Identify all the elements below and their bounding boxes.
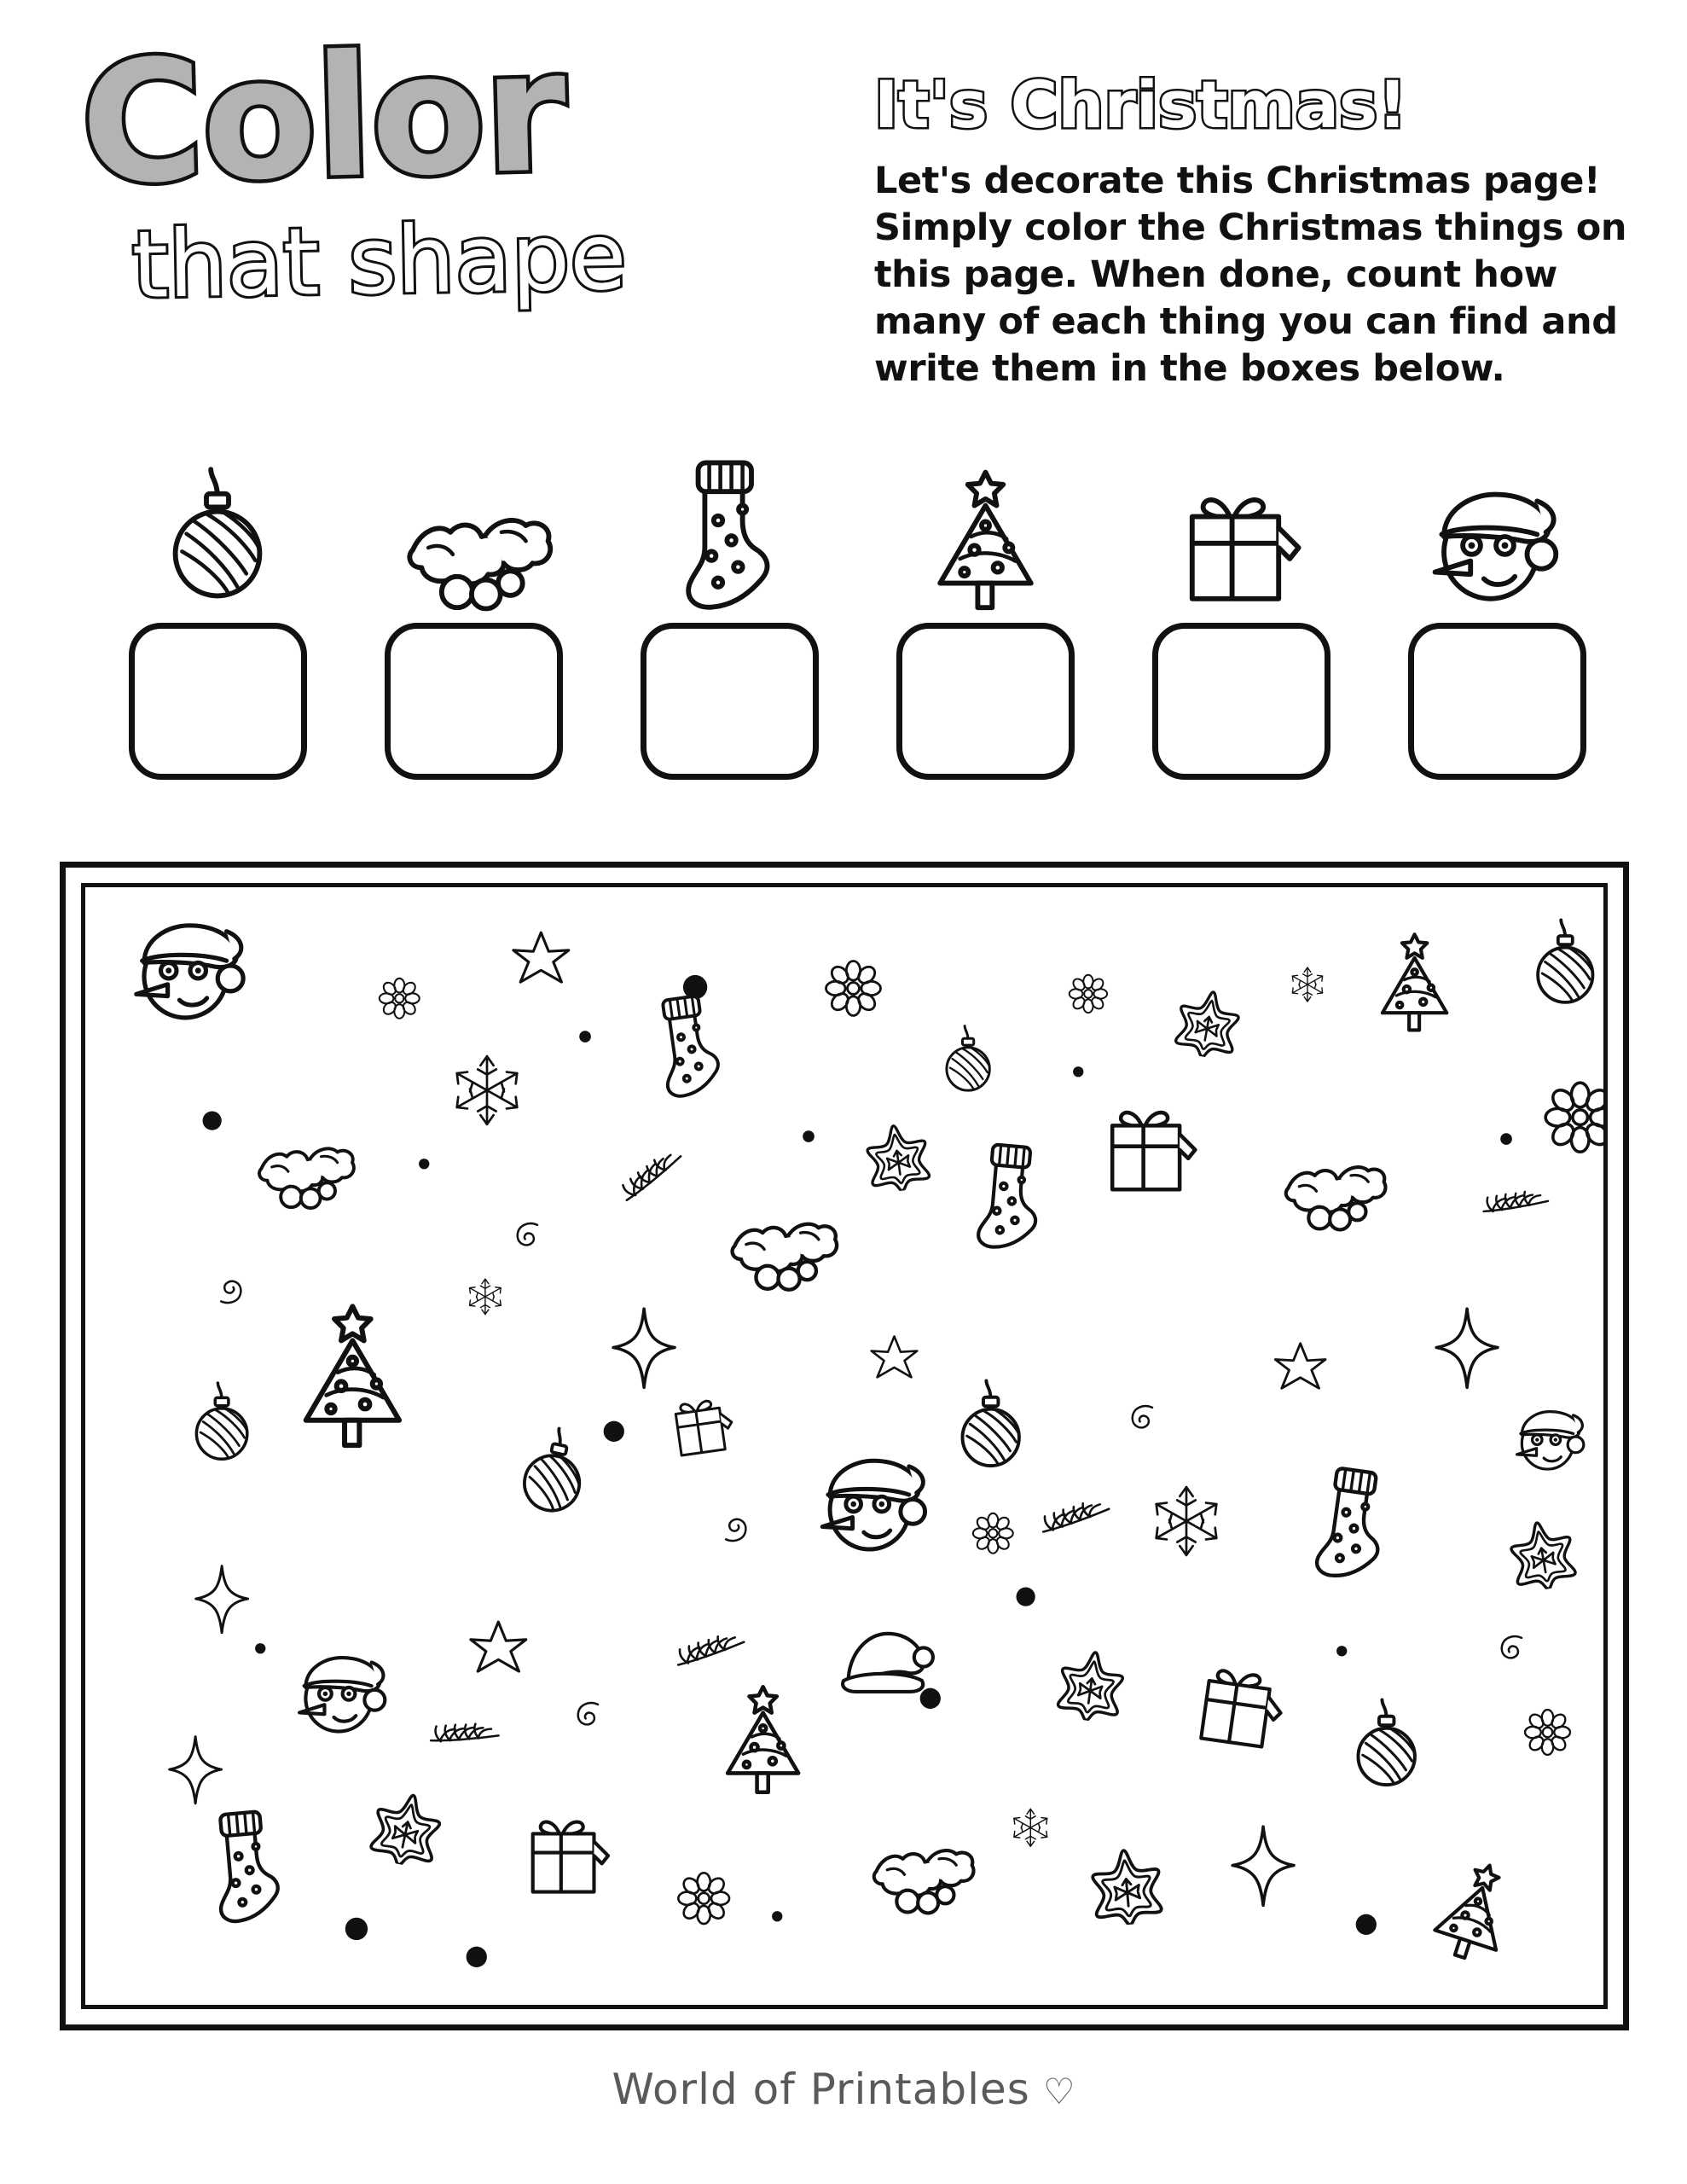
count-box[interactable] [1152, 623, 1330, 780]
dot-small-icon [578, 1030, 592, 1043]
bauble-icon [1529, 917, 1602, 1014]
snowflake-icon [465, 1276, 506, 1317]
legend-item [119, 444, 316, 780]
christmas-tree-icon [1371, 917, 1458, 1035]
snowman-icon [1510, 1404, 1592, 1478]
holly-icon [246, 1137, 358, 1211]
star-cookie-icon [362, 1784, 450, 1873]
dot-icon [602, 1420, 626, 1443]
legend-item [631, 444, 827, 780]
flower-icon [971, 1512, 1015, 1555]
sparkle-icon [194, 1564, 250, 1635]
christmas-tree-icon [1417, 1835, 1536, 1974]
flower-icon [1523, 1708, 1572, 1757]
stocking-icon [1304, 1459, 1402, 1589]
swirl-icon [1125, 1400, 1162, 1447]
star-icon [465, 1618, 532, 1677]
heart-icon: ♡ [1042, 2071, 1075, 2112]
bauble-icon [940, 1024, 996, 1100]
pine-branch-icon [1473, 1165, 1558, 1248]
sparkle-icon [1434, 1306, 1500, 1390]
flower-icon [676, 1871, 731, 1926]
flower-icon [378, 977, 421, 1020]
gift-icon [1187, 1654, 1294, 1761]
title-block [78, 15, 849, 450]
star-cookie-icon [1502, 1513, 1584, 1595]
swirl-icon [1494, 1630, 1532, 1677]
dot-small-icon [1072, 1066, 1084, 1077]
flower-icon [1543, 1080, 1608, 1154]
count-box[interactable] [1408, 623, 1586, 780]
bauble-icon [954, 1378, 1028, 1478]
star-icon [867, 1333, 923, 1382]
bauble-icon [1349, 1697, 1423, 1798]
bauble-icon [508, 1419, 600, 1529]
dot-small-icon [1499, 1132, 1513, 1146]
flower-icon [824, 959, 883, 1018]
holly-icon [391, 444, 557, 614]
swirl-icon [571, 1697, 608, 1744]
count-box[interactable] [641, 623, 819, 780]
dot-icon [201, 1110, 223, 1131]
swirl-icon [510, 1217, 548, 1264]
bauble-icon [162, 444, 273, 614]
dot-small-icon [802, 1130, 815, 1143]
snowman-icon [1422, 444, 1572, 614]
gift-icon [664, 1388, 740, 1465]
snowman-icon [125, 914, 257, 1031]
snowflake-icon [1009, 1806, 1052, 1850]
count-box[interactable] [896, 623, 1075, 780]
stocking-icon [674, 444, 785, 614]
christmas-tree-icon [290, 1281, 415, 1452]
dot-small-icon [254, 1642, 266, 1654]
page-title: Color [78, 15, 567, 222]
legend-item [1143, 444, 1339, 780]
stocking-icon [201, 1803, 293, 1929]
holly-icon [718, 1211, 842, 1294]
holly-icon [1272, 1155, 1390, 1234]
count-box[interactable] [129, 623, 307, 780]
swirl-icon [211, 1262, 248, 1309]
gift-icon [1174, 444, 1307, 614]
stocking-icon [646, 986, 734, 1104]
legend-item [887, 444, 1083, 780]
intro-block [874, 67, 1642, 392]
sparkle-icon [1230, 1824, 1296, 1908]
dot-small-icon [771, 1910, 783, 1922]
dot-icon [1354, 1913, 1378, 1937]
pine-branch-icon [420, 1693, 510, 1782]
dot-icon [1015, 1586, 1036, 1607]
flower-icon [1068, 973, 1109, 1014]
puzzle-frame [60, 862, 1629, 2030]
snowman-icon [290, 1648, 396, 1742]
star-icon [507, 929, 575, 988]
pine-branch-icon [619, 1147, 688, 1211]
bauble-icon [188, 1380, 255, 1471]
stocking-icon [967, 1136, 1055, 1257]
count-box[interactable] [385, 623, 563, 780]
sparkle-icon [167, 1734, 223, 1805]
snowflake-icon [1288, 965, 1327, 1004]
star-icon [1270, 1340, 1331, 1394]
page-subtitle: that shape [130, 203, 628, 319]
sparkle-icon [611, 1306, 677, 1390]
star-cookie-icon [859, 1118, 936, 1195]
legend-item [1399, 444, 1595, 780]
gift-icon [1099, 1098, 1202, 1201]
intro-instructions: Let's decorate this Christmas page! Simply color the Christmas things on this page. When done, count how many of each thing you can find and write them in the boxes below. [874, 160, 1627, 391]
page-header [0, 0, 1687, 478]
legend-row [119, 444, 1595, 802]
dot-small-icon [1336, 1645, 1348, 1657]
gift-icon [520, 1809, 614, 1902]
holly-icon [861, 1838, 978, 1917]
page-footer [0, 2065, 1687, 2114]
legend-item [375, 444, 571, 780]
snowman-icon [811, 1449, 938, 1562]
snowflake-icon [448, 1051, 526, 1130]
brand-label: World of Printables [612, 2065, 1030, 2114]
christmas-tree-icon [716, 1668, 810, 1798]
pine-branch-icon [1033, 1479, 1119, 1562]
dot-small-icon [418, 1158, 430, 1170]
puzzle-canvas [81, 883, 1608, 2009]
star-cookie-icon [1050, 1643, 1132, 1725]
star-cookie-icon [1168, 983, 1248, 1063]
intro-title: It's Christmas! [874, 67, 1407, 142]
star-cookie-icon [1085, 1843, 1170, 1928]
dot-icon [344, 1916, 369, 1942]
snowflake-icon [1147, 1482, 1226, 1560]
christmas-tree-icon [925, 444, 1046, 614]
dot-icon [465, 1945, 489, 1969]
swirl-icon [716, 1500, 753, 1547]
dot-icon [919, 1687, 942, 1711]
